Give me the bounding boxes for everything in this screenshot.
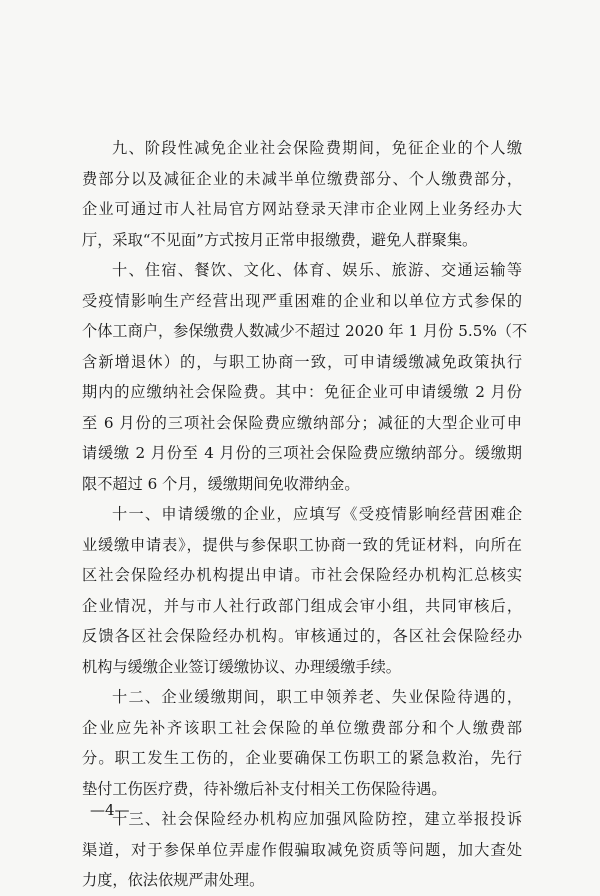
paragraph-10-line-7: 请缓缴 2 月份至 4 月份的三项社会保险费应缴纳部分。缓缴期 bbox=[82, 444, 522, 462]
paragraph-10-line-2: 受疫情影响生产经营出现严重困难的企业和以单位方式参保的 bbox=[82, 291, 522, 310]
paragraph-9-line-1: 九、阶段性减免企业社会保险费期间，免征企业的个人缴 bbox=[112, 139, 522, 157]
paragraph-13-line-2: 渠道，对于参保单位弄虚作假骗取减免资质等问题，加大查处 bbox=[82, 840, 522, 859]
paragraph-10-line-6: 至 6 月份的三项社会保险费应缴纳部分；减征的大型企业可申 bbox=[82, 413, 522, 432]
paragraph-12-line-4: 垫付工伤医疗费，待补缴后补支付相关工伤保险待遇。 bbox=[82, 779, 447, 798]
paragraph-10-line-1: 十、住宿、餐饮、文化、体育、娱乐、旅游、交通运输等 bbox=[112, 261, 522, 279]
paragraph-11-line-6: 机构与缓缴企业签订缓缴协议、办理缓缴手续。 bbox=[82, 657, 401, 676]
page-number: —4— bbox=[90, 801, 130, 819]
paragraph-9-line-3: 企业可通过市人社局官方网站登录天津市企业网上业务经办大 bbox=[82, 200, 522, 218]
paragraph-9-line-2: 费部分以及减征企业的未减半单位缴费部分、个人缴费部分， bbox=[82, 169, 522, 188]
paragraph-10-line-3: 个体工商户，参保缴费人数减少不超过 2020 年 1 月份 5.5%（不 bbox=[82, 322, 528, 340]
paragraph-11-line-5: 反馈各区社会保险经办机构。审核通过的，各区社会保险经办 bbox=[82, 627, 522, 645]
paragraph-10-line-5: 期内的应缴纳社会保险费。其中：免征企业可申请缓缴 2 月份 bbox=[82, 383, 522, 401]
paragraph-9-line-4: 厅，采取“不见面”方式按月正常申报缴费，避免人群聚集。 bbox=[82, 230, 478, 249]
paragraph-12-line-2: 企业应先补齐该职工社会保险的单位缴费部分和个人缴费部 bbox=[82, 718, 522, 737]
paragraph-10-line-8: 限不超过 6 个月，缓缴期间免收滞纳金。 bbox=[82, 474, 360, 493]
paragraph-12-line-3: 分。职工发生工伤的，企业要确保工伤职工的紧急救治，先行 bbox=[82, 749, 522, 767]
paragraph-13-line-3: 力度，依法依规严肃处理。 bbox=[82, 871, 265, 889]
paragraph-13-line-1: 十三、社会保险经办机构应加强风险防控，建立举报投诉 bbox=[112, 810, 522, 828]
paragraph-11-line-2: 业缓缴申请表》，提供与参保职工协商一致的凭证材料，向所在 bbox=[82, 535, 522, 554]
paragraph-11-line-1: 十一、申请缓缴的企业，应填写《受疫情影响经营困难企 bbox=[112, 505, 522, 523]
paragraph-11-line-4: 企业情况，并与市人社行政部门组成会审小组，共同审核后， bbox=[82, 596, 522, 615]
paragraph-10-line-4: 含新增退休）的，与职工协商一致，可申请缓缴减免政策执行 bbox=[82, 352, 522, 371]
paragraph-12-line-1: 十二、企业缓缴期间，职工申领养老、失业保险待遇的， bbox=[112, 688, 522, 706]
paragraph-11-line-3: 区社会保险经办机构提出申请。市社会保险经办机构汇总核实 bbox=[82, 566, 522, 584]
